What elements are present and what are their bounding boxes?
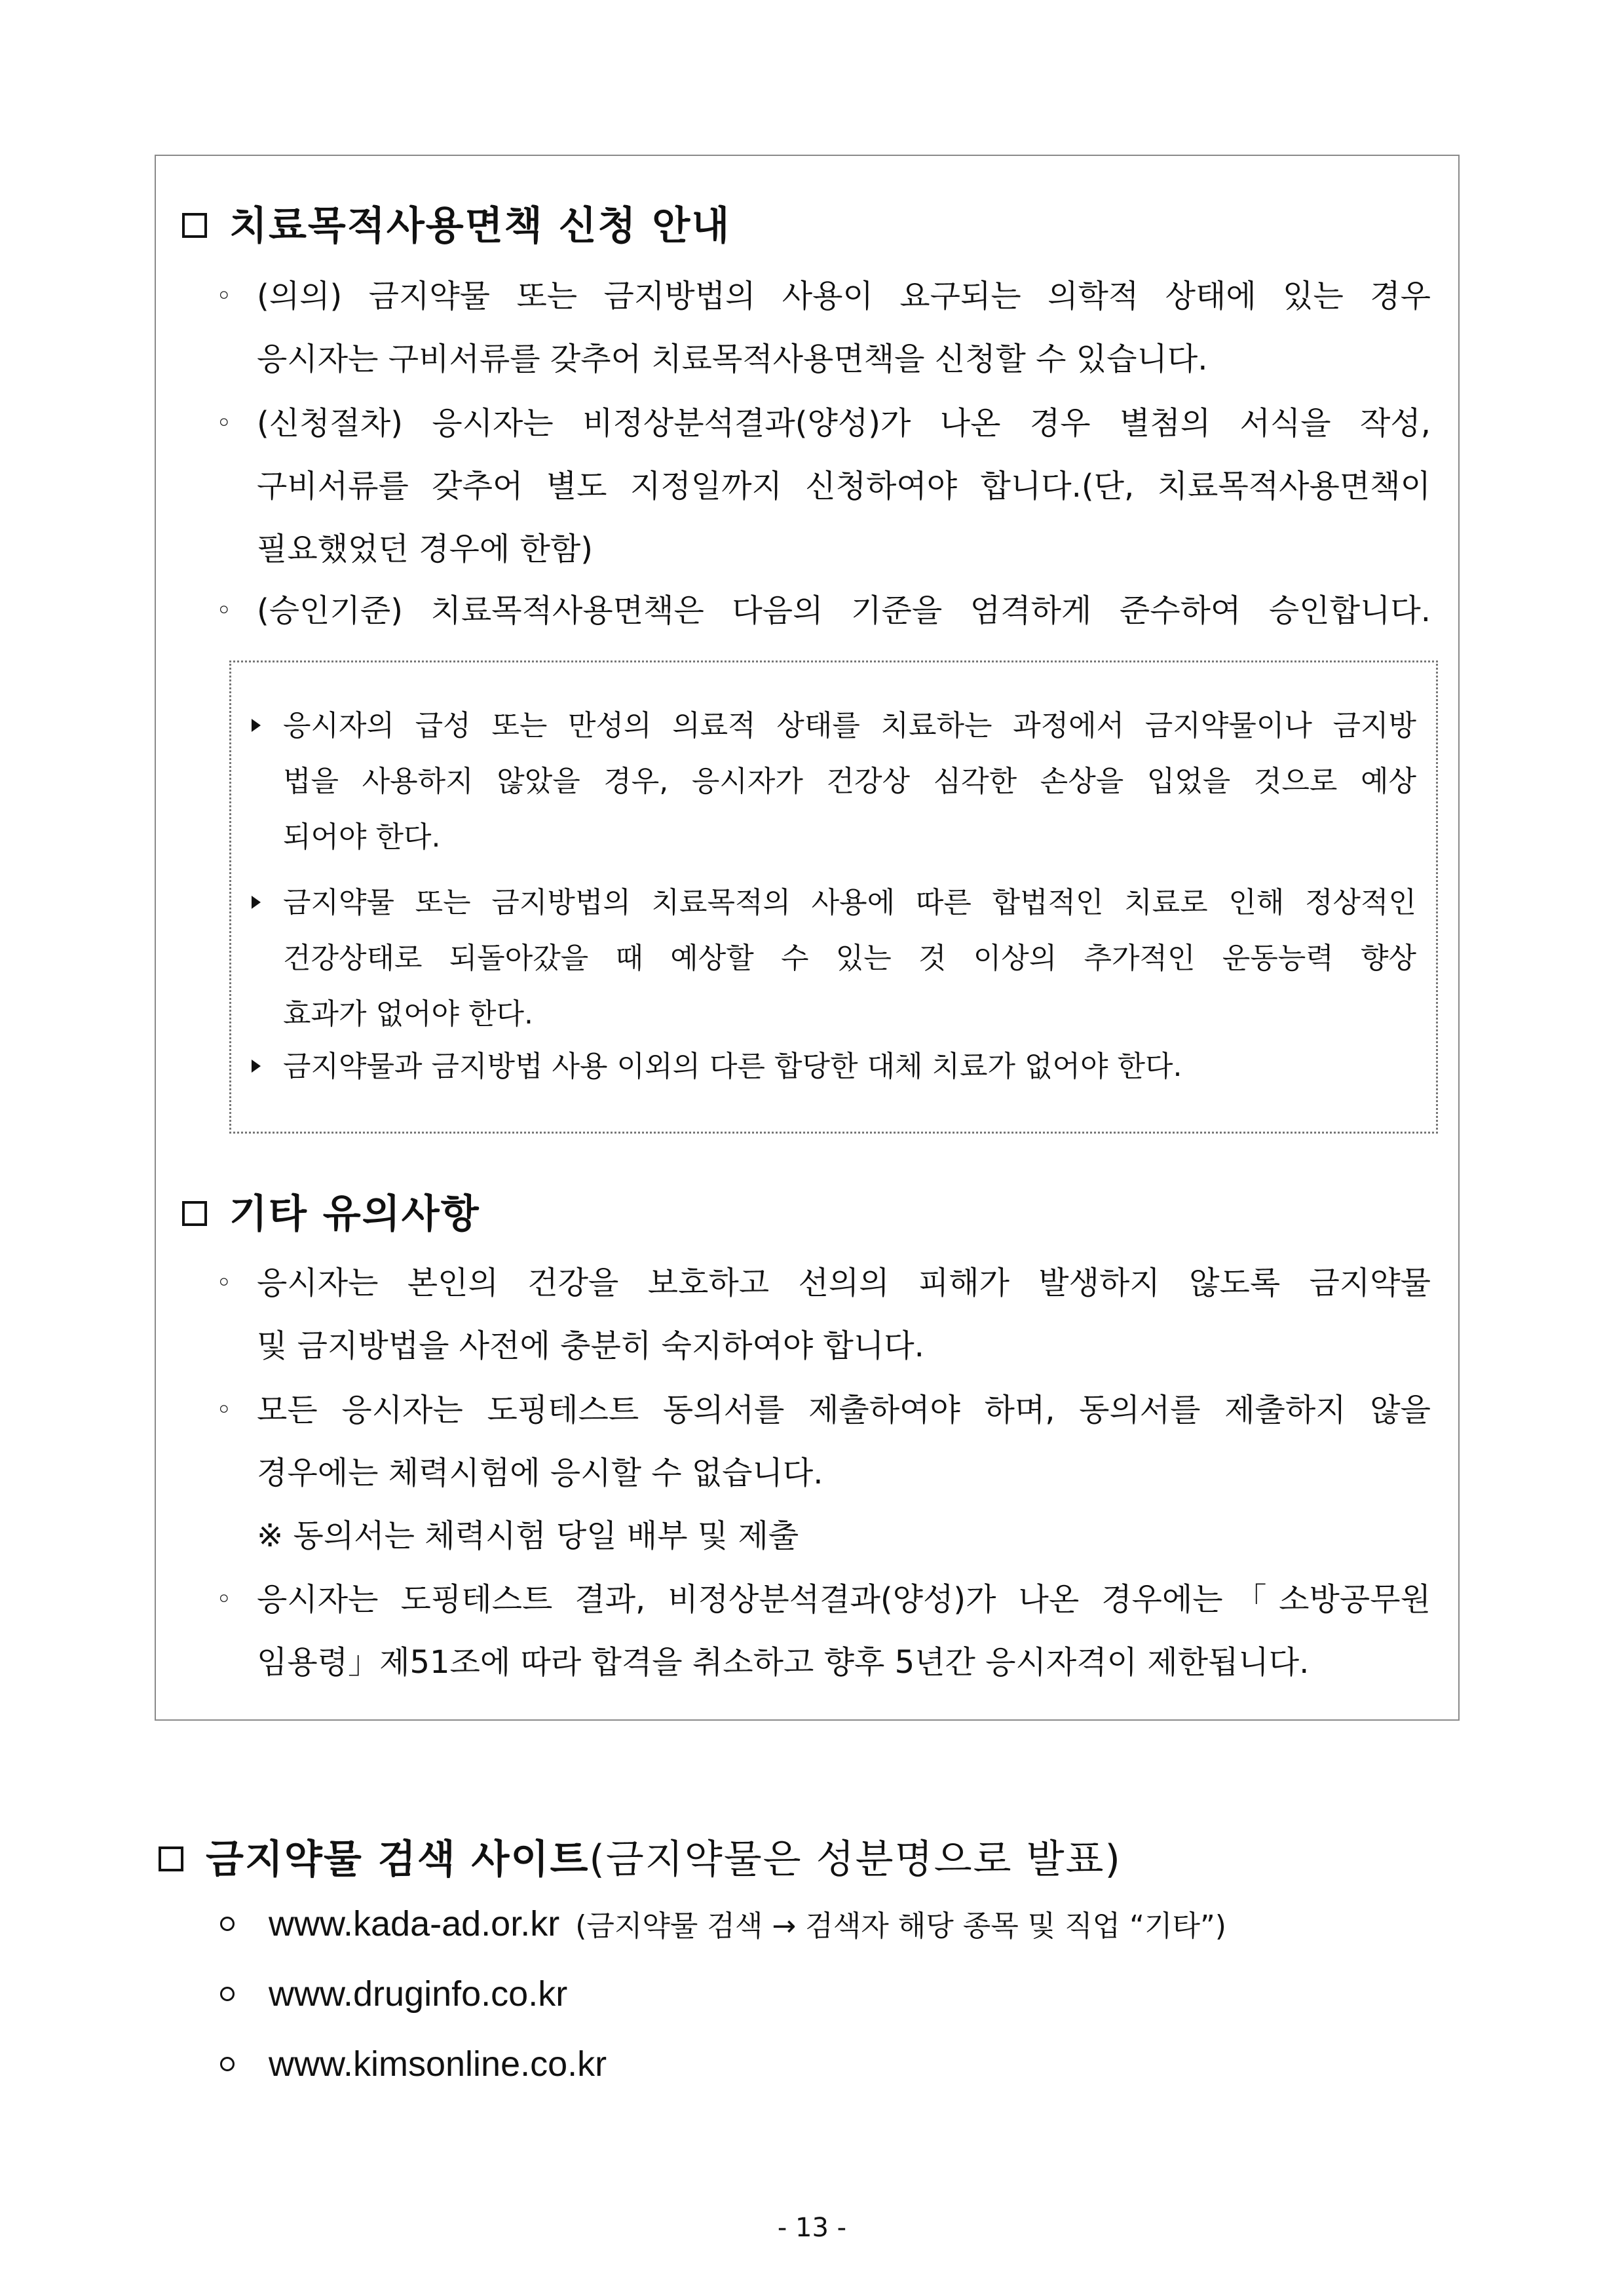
- site-item: [269, 1968, 567, 2020]
- circle-bullet-icon: [220, 2057, 235, 2071]
- checkbox-square-icon: [182, 1201, 207, 1226]
- bullet-icon: ◦: [216, 1584, 232, 1615]
- list-item: 모든 응시자는 도핑테스트 동의서를 제출하여야 하며, 동의서를 제출하지 않을 경우에는 체력시험에 응시할 수 없습니다. ※ 동의서는 체력시험 당일 배부 및 제출: [257, 1379, 1431, 1567]
- section-notes-heading: [182, 1188, 480, 1240]
- criteria-item: 응시자의 급성 또는 만성의 의료적 상태를 치료하는 과정에서 금지약물이나 금지방 법을 사용하지 않았을 경우, 응시자가 건강상 심각한 손상을 입었을 것으로 예상 되어야 한다.: [283, 709, 1416, 854]
- checkbox-square-icon: [182, 213, 207, 238]
- list-item: 응시자는 도핑테스트 결과, 비정상분석결과(양성)가 나온 경우에는「소방공무원 임용령」제51조에 따라 합격을 취소하고 향후 5년간 응시자격이 제한됩니다.: [257, 1581, 1431, 1681]
- checkbox-square-icon: [159, 1846, 183, 1871]
- note-line: ※ 동의서는 체력시험 당일 배부 및 제출: [257, 1518, 799, 1554]
- site-link-kimsonline[interactable]: www.kimsonline.co.kr: [269, 2044, 607, 2084]
- bullet-icon: ◦: [216, 596, 232, 626]
- criteria-item: 금지약물과 금지방법 사용 이외의 다른 합당한 대체 치료가 없어야 한다.: [283, 1050, 1182, 1083]
- list-item: (의의) 금지약물 또는 금지방법의 사용이 요구되는 의학적 상태에 있는 경우 응시자는 구비서류를 갖추어 치료목적사용면책을 신청할 수 있습니다.: [257, 278, 1431, 377]
- section-tue-title: 치료목적사용면책 신청 안내: [229, 203, 731, 249]
- triangle-bullet-icon: [252, 896, 261, 909]
- list-item: (신청절차) 응시자는 비정상분석결과(양성)가 나온 경우 별첨의 서식을 작성, 구비서류를 갖추어 별도 지정일까지 신청하여야 합니다.(단, 치료목적사용면책이 필요했었던 경우에 한함): [257, 405, 1431, 567]
- section-notes-title: 기타 유의사항: [229, 1191, 480, 1237]
- list-item: 응시자는 본인의 건강을 보호하고 선의의 피해가 발생하지 않도록 금지약물 및 금지방법을 사전에 충분히 숙지하여야 합니다.: [257, 1265, 1431, 1364]
- bullet-icon: ◦: [216, 1268, 232, 1298]
- bullet-icon: ◦: [216, 281, 232, 311]
- site-link-druginfo[interactable]: www.druginfo.co.kr: [269, 1974, 568, 2014]
- circle-bullet-icon: [220, 1917, 235, 1931]
- list-item: (승인기준) 치료목적사용면책은 다음의 기준을 엄격하게 준수하여 승인합니다.: [257, 592, 1431, 629]
- criteria-item: 금지약물 또는 금지방법의 치료목적의 사용에 따른 합법적인 치료로 인해 정상적인 건강상태로 되돌아갔을 때 예상할 수 있는 것 이상의 추가적인 운동능력 향상 효과가 없어야 한다.: [283, 886, 1417, 1031]
- section-tue-heading: [182, 200, 730, 252]
- triangle-bullet-icon: [252, 1060, 261, 1073]
- triangle-bullet-icon: [252, 719, 261, 732]
- section-sites-title: 금지약물 검색 사이트: [206, 1837, 590, 1883]
- bullet-icon: ◦: [216, 1395, 232, 1425]
- circle-bullet-icon: [220, 1987, 235, 2001]
- site-note: (금지약물 검색 → 검색자 해당 종목 및 직업 “기타”): [575, 1909, 1226, 1943]
- section-sites-heading: [159, 1833, 1122, 1886]
- section-sites-subtitle: (금지약물은 성분명으로 발표): [589, 1837, 1122, 1883]
- bullet-icon: ◦: [216, 408, 232, 438]
- site-item: [269, 1898, 1226, 1953]
- site-item: [269, 2038, 607, 2090]
- page-number: - 13 -: [777, 2213, 847, 2243]
- site-link-kada[interactable]: www.kada-ad.or.kr: [269, 1904, 560, 1943]
